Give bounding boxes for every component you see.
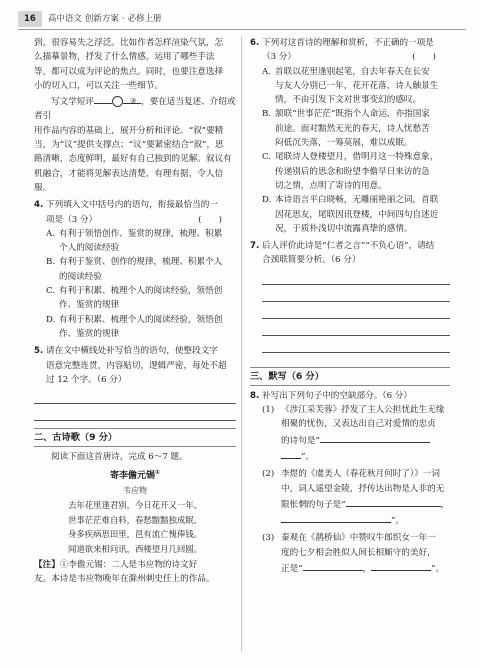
text-span: 的诗句是“: [281, 435, 320, 446]
item-text: [281, 448, 450, 464]
item-number: (3): [262, 533, 275, 544]
item-text: 《涉江采芙蓉》抒发了主人公担忧此生无缘: [281, 405, 445, 416]
poem-line: 闻道欲来相问讯，西楼望月几回圆。: [68, 543, 202, 554]
option-text: 况，于质朴浅切中流露真挚的感情。: [275, 223, 413, 234]
right-column: [250, 36, 450, 576]
brand-name: 创新方案: [84, 13, 119, 24]
option-d[interactable]: [46, 313, 236, 342]
item-text: 李煜的《虞美人（春花秋月何时了）》一词: [281, 469, 440, 480]
question-number: 5.: [34, 346, 44, 357]
fill-blank[interactable]: [303, 560, 363, 571]
option-text: 闷低沉失落，一筹莫展，难以成眠。: [275, 138, 413, 149]
fill-item-2: [262, 467, 450, 528]
option-text: 首联以花里逢别起笔，自去年春天在长安: [275, 66, 430, 77]
option-letter: C.: [262, 152, 272, 163]
blank-marker: ③: [112, 96, 123, 107]
question-stem: 语意完整连贯，内容贴切，逻辑严密，每处不超: [46, 360, 227, 371]
question-4: [34, 198, 236, 341]
answer-line[interactable]: [34, 406, 236, 421]
option-text: 尾联诗人登楼望月，借明月这一特殊意象，: [275, 152, 439, 163]
option-letter: A.: [46, 228, 55, 239]
page-header: 16 高中语文 创新方案 · 必修上册: [18, 10, 162, 28]
option-letter: D.: [262, 195, 272, 206]
question-stem: 项是（3 分）: [46, 214, 98, 225]
volume-name: 必修上册: [127, 13, 162, 24]
fill-blank[interactable]: [346, 496, 441, 507]
blank: [123, 93, 141, 104]
option-text: 情，不由引发下文对世事变幻的感叹。: [275, 95, 422, 106]
fill-item-1: [262, 403, 450, 464]
text-line: 用作品内容的基础上，展开分析和评论。“叙”要精: [34, 125, 224, 136]
question-stem: 下列填入文中括号内的语句，衔接最恰当的一: [46, 200, 218, 211]
option-c[interactable]: [262, 150, 450, 193]
fill-blank[interactable]: [320, 432, 430, 443]
option-text: 前途。面对黯然无光的春天，诗人忧愁苦: [275, 123, 430, 134]
fill-item-3: [262, 531, 450, 576]
option-text: 切之情，点明了寄诗的用意。: [275, 180, 387, 191]
poem-line: 身多疾病思田里，邑有流亡愧俸钱。: [68, 529, 202, 540]
intro-paragraph: [34, 36, 236, 93]
left-column: [34, 36, 236, 587]
option-letter: C.: [46, 286, 56, 297]
text-span: 正是“: [281, 564, 303, 575]
item-text: 正是“ ， ”。: [281, 560, 450, 576]
question-number: 7.: [250, 241, 260, 252]
option-text: 有利于积累、梳理个人的阅读经验，领悟创: [59, 314, 223, 325]
text-line: 么描摹景物，抒发了什么情感，运用了哪些手法: [34, 52, 215, 63]
question-number: 6.: [250, 38, 260, 48]
question-7: [250, 239, 450, 268]
answer-paren[interactable]: ( ): [412, 52, 436, 63]
question-stem: （3 分）: [262, 52, 296, 63]
question-8: [250, 389, 450, 577]
header-rule: [18, 29, 466, 30]
text-span: ”。: [301, 451, 314, 462]
text-line: 当，为“议”提供支撑点；“议”要紧密结合“叙”，思: [34, 140, 224, 151]
section-heading: 二、古诗歌（9 分）: [34, 428, 236, 447]
option-letter: B.: [46, 257, 56, 268]
option-b[interactable]: [46, 255, 236, 284]
note-label: 【注】: [34, 560, 60, 571]
item-text: 限怅惘的句子是“ ，: [281, 496, 450, 512]
option-text: 的阅读经验: [59, 271, 102, 282]
question-number: 4.: [34, 200, 44, 211]
item-number: (2): [262, 469, 275, 480]
footnote: 友。本诗是韦应物晚年在滁州刺史任上的作品。: [34, 574, 215, 585]
question-number: 8.: [250, 390, 260, 401]
text-line: 路清晰，态度鲜明，最好有自己独到的见解。叙议有: [34, 154, 232, 165]
item-text: [281, 432, 450, 448]
item-text: 中，词人遥望金陵，抒传达出物是人非的无: [281, 483, 445, 494]
text-span: 限怅惘的句子是“: [281, 499, 346, 510]
option-text: 个人的阅读经验: [59, 243, 120, 254]
paragraph-2: [34, 93, 236, 195]
text-span: ”。: [431, 564, 445, 575]
poem-title-text: 寄李儋元锡: [109, 471, 155, 482]
page-number: 16: [18, 11, 42, 27]
option-a[interactable]: [46, 227, 236, 256]
fill-blank[interactable]: [281, 512, 391, 523]
item-number: (1): [262, 405, 275, 416]
item-text: 相聚的忧伤，又表达出自己对爱情的忠贞: [281, 419, 436, 430]
reading-instruction: 阅读下面这首唐诗，完成 6～7 题。: [51, 452, 188, 463]
text-span: 写文学短评: [51, 97, 94, 108]
text-line: 小的切入口，可以关注一些细节。: [34, 80, 163, 91]
poem-title: [34, 466, 236, 483]
section-heading: 三、默写（6 分）: [250, 367, 450, 386]
poem-line: 去年花里逢君别，今日花开又一年。: [68, 500, 202, 511]
answer-line[interactable]: [262, 304, 450, 319]
answer-line[interactable]: [262, 270, 450, 285]
option-a[interactable]: [262, 65, 450, 108]
option-text: 有利于积累、梳理个人的阅读经验，领悟创: [59, 286, 223, 297]
answer-line[interactable]: [262, 321, 450, 336]
question-stem: 下列对这首诗的理解和赏析，不正确的一项是: [262, 38, 434, 48]
footnote: [34, 558, 236, 572]
option-text: 作、鉴赏的规律: [59, 328, 120, 339]
text-line: 机融合，才能将见解表达清楚，有理有据，令人信服。: [34, 168, 224, 193]
note-text: ①李儋元锡：二人是韦应物的诗文好: [59, 560, 198, 571]
answer-line[interactable]: [262, 287, 450, 302]
option-d[interactable]: [262, 193, 450, 236]
text-line: [34, 93, 236, 124]
question-6: [250, 36, 450, 236]
option-text: 因花思友，尾联因讯登楼，中间四句自述近: [275, 209, 439, 220]
question-5: [34, 344, 236, 387]
item-text: [281, 512, 450, 528]
option-text: 有利于领悟创作、鉴赏的规律，梳理、积累: [59, 228, 223, 239]
poem-line: 世事茫茫难自料，春愁黯黯独成眠。: [68, 514, 202, 525]
item-text: 度的七夕相会胜似人间长相厮守的美好，: [281, 547, 436, 558]
blank: [94, 93, 112, 104]
book-title: 高中语文: [47, 13, 82, 24]
item-text: 秦观在《鹊桥仙》中赞叹牛郎织女一年一: [281, 533, 436, 544]
answer-paren[interactable]: ( ): [198, 214, 222, 225]
option-text: 与友人分别已一年，花开花落，诗人触景生: [275, 80, 439, 91]
text-line: 等，都可以成为评论的焦点。同时，也要注意选择: [34, 66, 224, 77]
option-letter: B.: [262, 109, 272, 120]
fill-blank[interactable]: [281, 448, 301, 459]
poem-author: 韦应物: [123, 485, 147, 495]
option-text: 有利于鉴赏、创作的规律，梳理、积累个人: [59, 257, 223, 268]
answer-line[interactable]: [34, 389, 236, 404]
column-divider: [241, 36, 242, 652]
answer-line[interactable]: [262, 338, 450, 353]
question-stem: 请在文中横线处补写恰当的语句，使整段文字: [46, 346, 218, 357]
option-text: 本诗语言平白晓畅，无雕丽艳丽之词，首联: [275, 195, 439, 206]
option-text: 传递别后的思念和盼望李儋早日来访的急: [275, 166, 430, 177]
option-b[interactable]: [262, 107, 450, 150]
question-stem: 后人评价此诗是“仁者之言”“不负心语”，请结: [262, 241, 435, 252]
question-stem: 合颈联简要分析。（6 分）: [262, 255, 361, 266]
option-text: 颔联“世事茫茫”既指个人命运，亦指国家: [275, 109, 430, 120]
option-letter: D.: [46, 314, 56, 325]
text-span: ”。: [391, 516, 404, 527]
text-line: 到，很容易失之浮泛。比如作者怎样渲染气氛，怎: [34, 38, 224, 48]
option-letter: A.: [262, 66, 271, 77]
question-stem: 过 12 个字。（6 分）: [46, 374, 127, 385]
option-c[interactable]: [46, 284, 236, 313]
question-stem: 补写出下列句子中的空缺部分。（6 分）: [262, 390, 412, 401]
fill-blank[interactable]: [371, 560, 431, 571]
text-span: ，要在适当复述、介绍或者引: [34, 97, 236, 122]
footnote-marker: ①: [154, 469, 161, 477]
option-text: 作、鉴赏的规律: [59, 300, 120, 311]
